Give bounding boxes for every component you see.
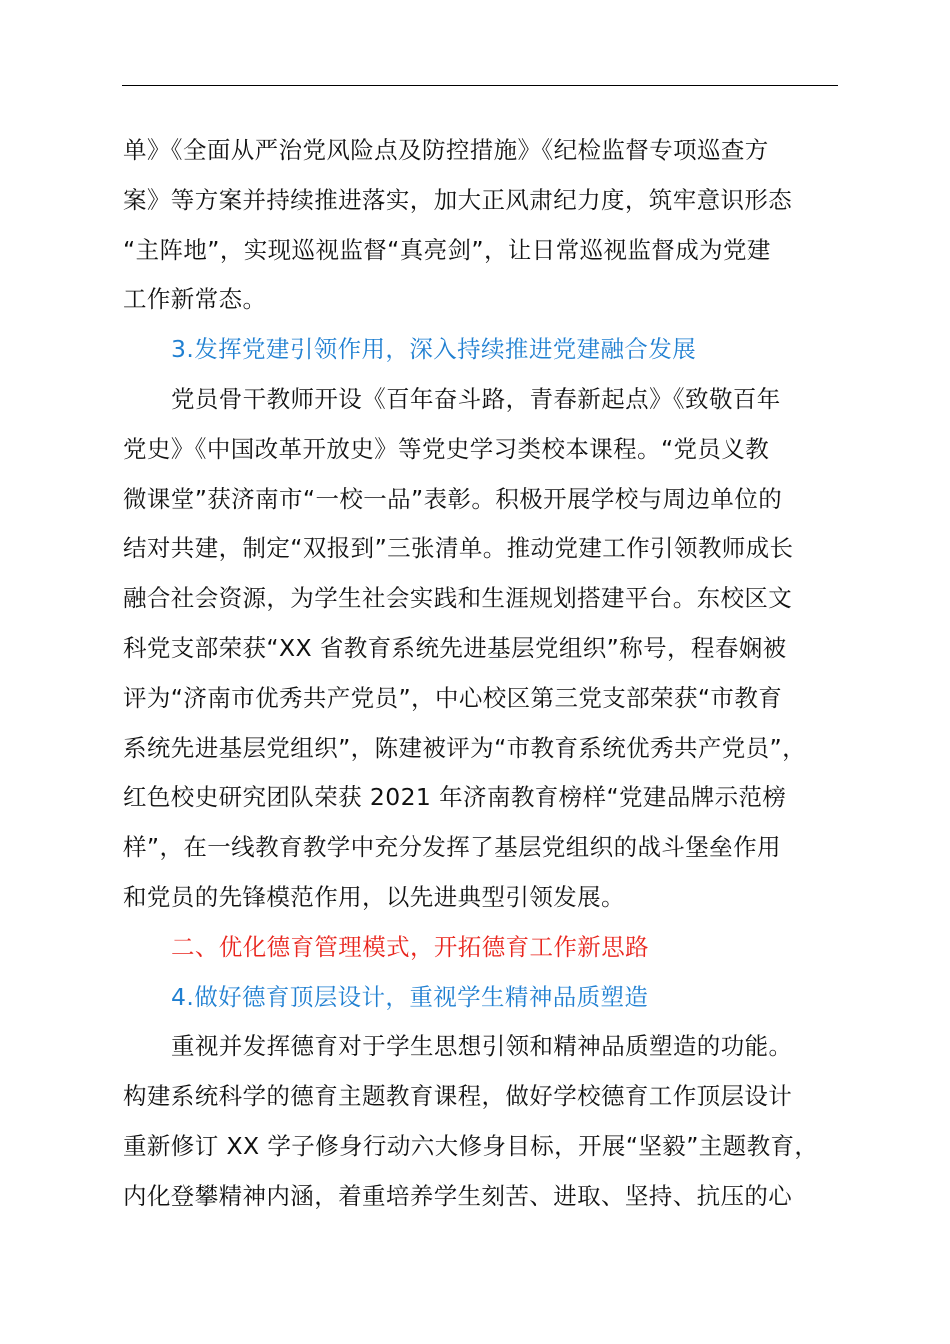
body-line: 融合社会资源，为学生社会实践和生涯规划搭建平台。东校区文 (123, 584, 793, 613)
body-line: 微课堂”获济南市“一校一品”表彰。积极开展学校与周边单位的 (123, 484, 783, 513)
header-rule (122, 85, 838, 86)
body-line: 和党员的先锋模范作用，以先进典型引领发展。 (123, 882, 625, 911)
document-body (123, 126, 839, 1222)
body-line: 评为“济南市优秀共产党员”，中心校区第三党支部荣获“市教育 (123, 683, 783, 712)
body-line: 样”，在一线教育教学中充分发挥了基层党组织的战斗堡垒作用 (123, 833, 781, 862)
body-line: 红色校史研究团队荣获 2021 年济南教育榜样“党建品牌示范榜 (123, 783, 787, 812)
body-line: 结对共建，制定“双报到”三张清单。推动党建工作引领教师成长 (123, 534, 794, 563)
body-line: 构建系统科学的德育主题教育课程，做好学校德育工作顶层设计 (123, 1082, 793, 1111)
subheading-3: 3.发挥党建引领作用，深入持续推进党建融合发展 (171, 335, 697, 364)
body-line: 重新修订 XX 学子修身行动六大修身目标，开展“坚毅”主题教育， (123, 1131, 819, 1160)
section-heading-2: 二、优化德育管理模式，开拓德育工作新思路 (171, 932, 649, 961)
paragraph-start: 重视并发挥德育对于学生思想引领和精神品质塑造的功能。 (171, 1032, 793, 1061)
paragraph-start: 党员骨干教师开设《百年奋斗路，青春新起点》《致敬百年 (171, 384, 781, 413)
body-line: 科党支部荣获“XX 省教育系统先进基层党组织”称号，程春娴被 (123, 633, 787, 662)
body-line: 单》《全面从严治党风险点及防控措施》《纪检监督专项巡查方 (123, 136, 769, 164)
body-line: 内化登攀精神内涵，着重培养学生刻苦、进取、坚持、抗压的心 (123, 1181, 793, 1210)
body-line: “主阵地”，实现巡视监督“真亮剑”，让日常巡视监督成为党建 (123, 235, 771, 264)
body-line: 案》等方案并持续推进落实，加大正风肃纪力度，筑牢意识形态 (123, 185, 793, 214)
body-line: 工作新常态。 (123, 285, 267, 314)
body-line: 党史》《中国改革开放史》等党史学习类校本课程。“党员义教 (123, 434, 770, 463)
subheading-4: 4.做好德育顶层设计，重视学生精神品质塑造 (171, 982, 649, 1011)
body-line: 系统先进基层党组织”，陈建被评为“市教育系统优秀共产党员”， (123, 733, 807, 762)
